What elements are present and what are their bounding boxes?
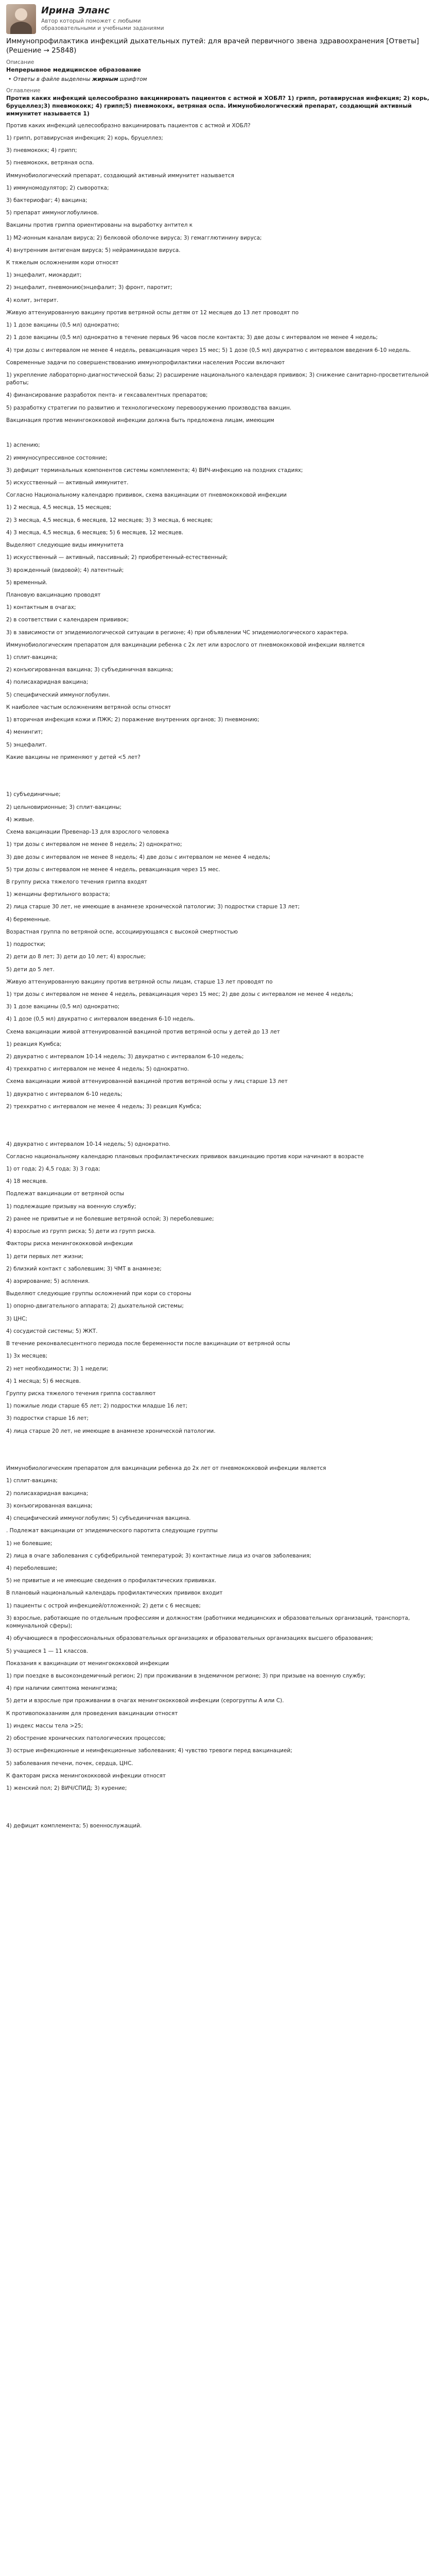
content-paragraph: 4) 1 дозе (0,5 мл) двукратно с интервалом введения 6-10 недель. — [6, 1016, 195, 1023]
content-paragraph: Показания к вакцинации от менингококковой инфекции — [6, 1660, 169, 1667]
content-paragraph: 1) субъединичные; — [6, 791, 61, 798]
spacer — [6, 778, 431, 786]
content-paragraph: Иммунобиологический препарат, создающий активный иммунитет называется — [6, 172, 234, 179]
content-paragraph: 4) специфический иммуноглобулин; 5) субъединичная вакцина. — [6, 1515, 191, 1522]
content-paragraph: 5) пневмококк, ветряная оспа. — [6, 160, 94, 166]
content-paragraph: Против каких инфекций целесообразно вакцинировать пациентов с астмой и ХОБЛ? — [6, 122, 251, 129]
content-paragraph: 2) лица в очаге заболевания с субфебрильной температурой; 3) контактные лица из очагов заболевания; — [6, 1552, 311, 1559]
content-paragraph: 1) дети первых лет жизни; — [6, 1253, 83, 1260]
content-paragraph: 1) контактным в очагах; — [6, 604, 76, 611]
content-paragraph: 1) реакция Кумбса; — [6, 1041, 62, 1047]
content-paragraph: 4) сосудистой системы; 5) ЖКТ. — [6, 1328, 98, 1334]
content-paragraph: 1) при поездке в высокоэндемичный регион; 2) при проживании в эндемичном регионе; 3) при призыве на военную службу; — [6, 1672, 365, 1679]
content-paragraph: 1) три дозы с интервалом не менее 4 недель, ревакцинация через 15 мес; 2) две дозы с интервалом не менее 4 недель; — [6, 991, 354, 997]
content-paragraph: К факторам риска менингококковой инфекции относят — [6, 1772, 166, 1779]
content-paragraph: 3) пневмококк; 4) грипп; — [6, 147, 77, 154]
document-title: Иммунопрофилактика инфекций дыхательных путей: для врачей первичного звена здравоохранения [Ответы] (Решение → 25848) — [6, 37, 420, 55]
content-paragraph: 5) искусственный — активный иммунитет. — [6, 479, 129, 486]
author-info — [41, 4, 185, 32]
spacer — [6, 1115, 431, 1123]
note-prefix: Ответы в файле выделены — [13, 76, 91, 83]
content-body — [6, 122, 431, 1830]
author-description: Автор который поможет с любыми образовательными и учебными заданиями — [41, 18, 164, 32]
content-paragraph: 2) двукратно с интервалом 10-14 недель; 3) двукратно с интервалом 6-10 недель; — [6, 1054, 244, 1060]
contents-label: Оглавление — [6, 88, 41, 94]
content-paragraph: 1) подростки; — [6, 941, 46, 948]
content-paragraph: 2) 1 дозе вакцины (0,5 мл) однократно в течение первых 96 часов после контакта; 3) две дозы с интервалом не менее 4 недель; — [6, 334, 378, 341]
content-paragraph: В плановый национальный календарь профилактических прививок входит — [6, 1590, 223, 1597]
content-paragraph: 5) заболевания печени, почек, сердца, ЦНС. — [6, 1760, 133, 1767]
content-paragraph: 4) 1 месяца; 5) 6 месяцев. — [6, 1378, 81, 1384]
content-paragraph: 4) лица старше 20 лет, не имеющие в анамнезе хронической патологии. — [6, 1428, 216, 1434]
content-paragraph: 3) острые инфекционные и неинфекционные заболевания; 4) чувство тревоги перед вакцинацией; — [6, 1748, 292, 1754]
question-title: Против каких инфекций целесообразно вакцинировать пациентов с астмой и ХОБЛ? 1) грипп, ротавирусная инфекция; 2) корь, бруцеллез;3) пневмококк; 4) грипп;5) пневмококк, ветряная оспа. Иммунобиологический препарат, создающий активный иммунитет называется 1) — [6, 95, 429, 117]
content-paragraph: К противопоказаниям для проведения вакцинации относят — [6, 1710, 178, 1717]
content-paragraph: Выделяют следующие группы осложнений при кори со стороны — [6, 1291, 191, 1297]
content-paragraph: 2) энцефалит, пневмонию(энцефалит; 3) фронт, паротит; — [6, 284, 172, 291]
answers-note — [13, 76, 431, 82]
content-paragraph: 1) не болевшие; — [6, 1540, 53, 1547]
description-label: Описание — [6, 59, 34, 66]
content-paragraph: 1) подлежащие призыву на военную службу; — [6, 1203, 136, 1210]
content-paragraph: 4) 18 месяцев. — [6, 1178, 48, 1185]
content-paragraph: Современные задачи по совершенствованию иммунопрофилактики населения России включают — [6, 359, 285, 366]
note-bold: жирным — [92, 76, 118, 83]
content-paragraph: 1) опорно-двигательного аппарата; 2) дыхательной системы; — [6, 1303, 184, 1310]
content-paragraph: К наиболее частым осложнениям ветряной оспы относят — [6, 704, 171, 710]
content-paragraph: В группу риска тяжелого течения гриппа входят — [6, 878, 147, 885]
content-paragraph: 3) бактериофаг; 4) вакцина; — [6, 197, 88, 204]
content-paragraph: Какие вакцины не применяют у детей <5 лет? — [6, 754, 141, 760]
content-paragraph: Плановую вакцинацию проводят — [6, 591, 101, 598]
content-paragraph: 4) взрослые из групп риска; 5) дети из групп риска. — [6, 1228, 156, 1235]
content-paragraph: 1) энцефалит, миокардит; — [6, 272, 82, 279]
content-paragraph: 2) дети до 8 лет; 3) дети до 10 лет; 4) взрослые; — [6, 954, 146, 960]
author-card[interactable] — [6, 4, 431, 34]
content-paragraph: . Подлежат вакцинации от эпидемического паротита следующие группы — [6, 1528, 218, 1534]
spacer — [6, 766, 431, 774]
content-paragraph: 1) сплит-вакцина; — [6, 1478, 58, 1484]
subtitle: Непрерывное медицинское образование — [6, 66, 141, 74]
content-paragraph: 3) в зависимости от эпидемиологической ситуации в регионе; 4) при объявлении ЧС эпидемиологического характера. — [6, 629, 348, 636]
content-paragraph: 3) ЦНС; — [6, 1315, 28, 1322]
content-paragraph: 1) иммуномодулятор; 2) сыворотка; — [6, 184, 109, 191]
content-paragraph: 1) три дозы с интервалом не менее 8 недель; 2) однократно; — [6, 841, 182, 848]
content-paragraph: Схема вакцинации живой аттенуированной вакциной против ветряной оспы у детей до 13 лет — [6, 1028, 280, 1035]
content-paragraph: 5) разработку стратегии по развитию и технологическому перевооружению производства вакцин. — [6, 404, 292, 411]
content-paragraph: 4) финансирование разработок пента- и гексавалентных препаратов; — [6, 392, 208, 399]
content-paragraph: 2) 3 месяца, 4,5 месяца, 6 месяцев, 12 месяцев; 3) 3 месяца, 6 месяцев; — [6, 517, 213, 523]
content-paragraph: 3) 1 дозе вакцины (0,5 мл) однократно; — [6, 1004, 120, 1010]
content-paragraph: 1) 1 дозе вакцины (0,5 мл) однократно; — [6, 322, 120, 329]
content-paragraph: Подлежат вакцинации от ветряной оспы — [6, 1191, 124, 1197]
content-paragraph: 4) трехкратно с интервалом не менее 4 недель; 5) однократно. — [6, 1066, 189, 1073]
content-paragraph: 2) обострение хронических патологических процессов; — [6, 1735, 166, 1742]
content-paragraph: 4) менингит; — [6, 729, 43, 736]
content-paragraph: 3) подростки старше 16 лет; — [6, 1415, 89, 1422]
content-paragraph: 1) искусственный — активный, пассивный; 2) приобретенный-естественный; — [6, 554, 228, 561]
content-paragraph: 1) 3х месяцев; — [6, 1353, 48, 1360]
author-avatar[interactable] — [6, 4, 36, 34]
content-paragraph: Вакцины против гриппа ориентированы на выработку антител к — [6, 222, 193, 229]
content-paragraph: В течение реконвалесцентного периода после беременности после вакцинации от ветряной оспы — [6, 1341, 290, 1347]
content-paragraph: 4) переболевшие; — [6, 1565, 58, 1571]
note-suffix: шрифтом — [119, 76, 147, 83]
content-paragraph: 2) иммуносупрессивное состояние; — [6, 454, 108, 461]
content-paragraph: 1) сплит-вакцина; — [6, 654, 58, 661]
content-paragraph: 4) обучающиеся в профессиональных образовательных организациях и образовательных организациях высшего образования; — [6, 1635, 373, 1642]
content-paragraph: 4) колит, энтерит. — [6, 297, 59, 303]
content-paragraph: Иммунобиологическим препаратом для вакцинации ребенка до 2х лет от пневмококковой инфекции является — [6, 1465, 326, 1472]
spacer — [6, 1440, 431, 1448]
content-paragraph: 4) беременные. — [6, 916, 51, 923]
content-paragraph: 5) не привитые и не имеющие сведения о профилактических прививках. — [6, 1578, 217, 1584]
content-paragraph: 2) в соответствии с календарем прививок; — [6, 617, 129, 623]
content-paragraph: 2) близкий контакт с заболевшим; 3) ЧМТ в анамнезе; — [6, 1265, 162, 1272]
content-paragraph: 1) двукратно с интервалом 6-10 недель; — [6, 1091, 123, 1097]
content-paragraph: Возрастная группа по ветряной оспе, ассоциирующаяся с высокой смертностью — [6, 928, 238, 935]
content-paragraph: 1) пациенты с острой инфекцией/отложенной; 2) дети с 6 месяцев; — [6, 1602, 201, 1609]
content-paragraph: 5) учащиеся 1 — 11 классов. — [6, 1648, 89, 1654]
content-paragraph: Схема вакцинации живой аттенуированной вакциной против ветряной оспы у лиц старше 13 лет — [6, 1078, 288, 1085]
content-paragraph: К тяжелым осложнениям кори относят — [6, 260, 119, 266]
content-paragraph: Живую аттенуированную вакцину против ветряной оспы детям от 12 месяцев до 13 лет проводят по — [6, 309, 299, 316]
content-paragraph: 3) врожденный (видовой); 4) латентный; — [6, 567, 124, 573]
content-paragraph: 4) 3 месяца, 4,5 месяца, 6 месяцев; 5) 6 месяцев, 12 месяцев. — [6, 529, 184, 536]
content-paragraph: 4) живые. — [6, 816, 34, 823]
content-paragraph: 5) препарат иммуноглобулинов. — [6, 210, 99, 216]
content-paragraph: Согласно национальному календарю плановых профилактических прививок вакцинацию против кори начинают в возрасте — [6, 1153, 364, 1160]
content-paragraph: 1) M2-ионным каналам вируса; 2) белковой оболочке вируса; 3) гемагглютинину вируса; — [6, 234, 262, 241]
content-paragraph: Схема вакцинации Превенар-13 для взрослого человека — [6, 829, 169, 836]
content-paragraph: Согласно Национальному календарю прививок, схема вакцинации от пневмококковой инфекции — [6, 492, 287, 499]
content-paragraph: Вакцинация против менингококковой инфекции должна быть предложена лицам, имеющим — [6, 417, 274, 423]
content-paragraph: 1) женщины фертильного возраста; — [6, 891, 110, 898]
content-paragraph: Иммунобиологическим препаратом для вакцинации ребенка с 2х лет или взрослого от пневмококковой инфекции является — [6, 641, 365, 648]
content-paragraph: 5) временный. — [6, 579, 47, 586]
content-paragraph: 2) полисахаридная вакцина; — [6, 1490, 89, 1497]
content-paragraph: 2) нет необходимости; 3) 1 недели; — [6, 1365, 109, 1372]
content-paragraph: 2) лица старше 30 лет, не имеющие в анамнезе хронической патологии; 3) подростки старше 13 лет; — [6, 904, 300, 910]
content-paragraph: Факторы риска менингококковой инфекции — [6, 1241, 133, 1247]
spacer — [6, 1809, 431, 1817]
content-paragraph: 1) аспению; — [6, 442, 40, 449]
content-paragraph: 5) дети до 5 лет. — [6, 966, 55, 973]
content-paragraph: 2) цельновирионные; 3) сплит-вакцины; — [6, 804, 122, 810]
content-paragraph: 2) конъюгированная вакцина; 3) субъединичная вакцина; — [6, 667, 173, 673]
content-paragraph: 1) 2 месяца, 4,5 месяца, 15 месяцев; — [6, 504, 112, 511]
content-paragraph: 2) ранее не привитые и не болевшие ветряной оспой; 3) переболевшие; — [6, 1215, 214, 1222]
content-paragraph: 3) две дозы с интервалом не менее 8 недель; 4) две дозы с интервалом не менее 4 недель; — [6, 854, 271, 860]
content-paragraph: 3) дефицит терминальных компонентов системы комплемента; 4) ВИЧ-инфекцию на поздних стадиях; — [6, 467, 303, 473]
content-paragraph: 5) три дозы с интервалом не менее 4 недель, ревакцинация через 15 мес. — [6, 866, 220, 873]
content-paragraph: 1) индекс массы тела >25; — [6, 1722, 83, 1729]
content-paragraph: Выделяют следующие виды иммунитета — [6, 542, 124, 549]
content-paragraph: 4) аэрирование; 5) аспления. — [6, 1278, 90, 1284]
content-paragraph: 4) дефицит комплемента; 5) военнослужащий. — [6, 1822, 142, 1829]
content-paragraph: Живую аттенуированную вакцину против ветряной оспы лицам, старше 13 лет проводят по — [6, 978, 273, 985]
content-paragraph: 1) укрепление лабораторно-диагностической базы; 2) расширение национального календаря прививок; 3) снижение санитарно-просветительной работы; — [6, 372, 430, 386]
content-paragraph: 1) грипп, ротавирусная инфекция; 2) корь, бруцеллез; — [6, 134, 163, 141]
content-paragraph: 4) полисахаридная вакцина; — [6, 679, 89, 686]
content-paragraph: 1) вторичная инфекция кожи и ПЖК; 2) поражение внутренних органов; 3) пневмонию; — [6, 717, 259, 723]
content-paragraph: Группу риска тяжелого течения гриппа составляют — [6, 1390, 156, 1397]
content-paragraph: 4) внутренним антигенам вируса; 5) нейраминидазе вируса. — [6, 247, 181, 253]
content-paragraph: 3) взрослые, работающие по отдельным профессиям и должностям (работники медицинских и образовательных организаций, транспорта, коммунальной сферы); — [6, 1615, 412, 1630]
content-paragraph: 5) энцефалит. — [6, 741, 47, 748]
spacer — [6, 429, 431, 437]
spacer — [6, 1797, 431, 1805]
spacer — [6, 1128, 431, 1136]
content-paragraph: 1) от года; 2) 4,5 года; 3) 3 года; — [6, 1166, 100, 1172]
content-paragraph: 4) двукратно с интервалом 10-14 недель; 5) однократно. — [6, 1141, 170, 1147]
content-paragraph: 3) конъюгированная вакцина; — [6, 1502, 93, 1509]
content-paragraph: 5) специфический иммуноглобулин. — [6, 691, 110, 698]
author-name[interactable]: Ирина Эланс — [41, 5, 110, 16]
content-paragraph: 1) женский пол; 2) ВИЧ/СПИД; 3) курение; — [6, 1785, 127, 1791]
spacer — [6, 1452, 431, 1460]
content-paragraph: 5) дети и взрослые при проживании в очагах менингококковой инфекции (серогруппы А или С). — [6, 1698, 284, 1704]
content-paragraph: 4) при наличии симптома менингизма; — [6, 1685, 118, 1692]
content-paragraph: 4) три дозы с интервалом не менее 4 недель, ревакцинация через 15 мес; 5) 1 дозе (0,5 мл) двукратно с интервалом введения 6-10 недель. — [6, 347, 411, 353]
content-paragraph: 2) трехкратно с интервалом не менее 4 недель; 3) реакция Кумбса; — [6, 1103, 202, 1110]
content-paragraph: 1) пожилые люди старше 65 лет; 2) подростки младше 16 лет; — [6, 1403, 188, 1410]
